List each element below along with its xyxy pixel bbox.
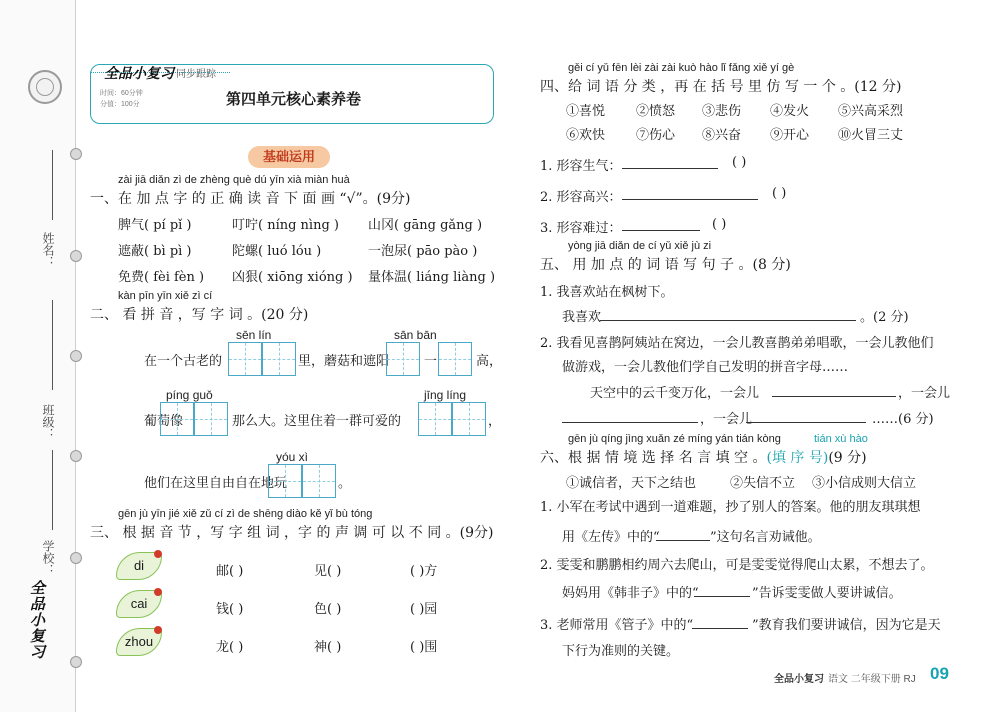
s3-cell[interactable]: ( )方 — [410, 564, 438, 579]
s5-q1-score: 。(2 分) — [860, 310, 909, 325]
word-option: ④发火 — [770, 104, 810, 119]
s5-q2-answer-line[interactable] — [746, 422, 866, 423]
s3-cell[interactable]: 邮( ) — [216, 564, 244, 579]
s6-q1-line2b: ”这句名言劝诫他。 — [710, 530, 821, 545]
s1-title: 一、在 加 点 字 的 正 确 读 音 下 面 画 “√”。(9分) — [90, 191, 411, 207]
s2-row2-a: 葡萄像 — [144, 414, 184, 429]
ladybug-icon — [154, 550, 162, 558]
word-option: ⑨开心 — [770, 128, 810, 143]
s3-title: 三、 根 据 音 节 ，写 字 组 词 ，字 的 声 调 可 以 不 同 。(9分) — [90, 525, 494, 541]
s3-cell[interactable]: ( )围 — [410, 640, 438, 655]
s6-option: ③小信成则大信立 — [812, 476, 917, 491]
writing-box[interactable] — [418, 402, 452, 436]
writing-box[interactable] — [194, 402, 228, 436]
word-option: ⑩火冒三丈 — [838, 128, 904, 143]
writing-box[interactable] — [438, 342, 472, 376]
footer-meta: 语文 二年级下册 RJ — [828, 674, 916, 685]
s1-item[interactable]: 脾气( pí pǐ ) — [118, 218, 192, 233]
s1-item[interactable]: 陀螺( luó lóu ) — [232, 244, 322, 259]
series-label: 同步跟踪 — [176, 69, 216, 80]
s5-q2-line3a: 天空中的云千变万化，一会儿 — [590, 386, 760, 401]
word-option: ①喜悦 — [566, 104, 606, 119]
s4-q1-answer-line[interactable] — [622, 168, 718, 169]
s6-q3-line1b: ”教育我们要讲诚信，因为它是天 — [752, 618, 941, 633]
s6-q2-line1: 2. 雯雯和鹏鹏相约周六去爬山，可是雯雯觉得爬山太累，不想去了。 — [540, 558, 934, 573]
s6-title-fill: (填 序 号) — [766, 450, 829, 466]
s2-row1-d: 高， — [476, 354, 503, 369]
s5-q2-line3b: ，一会儿 — [898, 386, 951, 401]
s6-q1-line1: 1. 小军在考试中遇到一道难题，抄了别人的答案。他的朋友琪琪想 — [540, 500, 921, 515]
word-option: ②愤怒 — [636, 104, 676, 119]
binding-hole-icon — [70, 656, 82, 668]
word-option: ⑤兴高采烈 — [838, 104, 904, 119]
pinyin-jingling: jīng líng — [424, 388, 467, 402]
s5-q2-answer-line[interactable] — [772, 396, 896, 397]
s6-q2-answer-line[interactable] — [694, 596, 750, 597]
s6-option: ②失信不立 — [730, 476, 796, 491]
s5-q2-line2: 做游戏，一会儿教他们学自己发明的拼音字母…… — [562, 360, 849, 375]
s4-q3-label: 3. 形容难过： — [540, 221, 622, 236]
binding-hole-icon — [70, 148, 82, 160]
side-logo: 全品小复习 — [28, 580, 45, 660]
word-option: ③悲伤 — [702, 104, 742, 119]
footer-brand: 全品小复习 — [774, 674, 824, 685]
writing-box[interactable] — [386, 342, 420, 376]
s6-title-main: 六、根 据 情 境 选 择 名 言 填 空 。 — [540, 450, 767, 466]
writing-box[interactable] — [268, 464, 302, 498]
binding-hole-icon — [70, 450, 82, 462]
brand-logo: 全品小复习 — [104, 65, 174, 81]
s2-row2-b: 那么大。这里住着一群可爱的 — [232, 414, 402, 429]
s1-item[interactable]: 山冈( gāng gǎng ) — [368, 218, 483, 233]
ladybug-icon — [154, 588, 162, 596]
s6-q3-line2: 下行为准则的关键。 — [562, 644, 680, 659]
section-badge: 基础运用 — [248, 146, 330, 168]
seal-inner-ring — [36, 78, 54, 96]
s6-q3-line1: 3. 老师常用《管子》中的“ — [540, 618, 694, 633]
s1-pinyin: zài jiā diǎn zì de zhèng què dú yīn xià miàn huà — [118, 174, 350, 186]
name-line[interactable] — [52, 150, 53, 220]
s6-pinyin-fill: tián xù hào — [814, 433, 868, 445]
s4-q3-answer-line[interactable] — [622, 230, 700, 231]
s2-row1-a: 在一个古老的 — [144, 354, 223, 369]
s5-q1-answer-line[interactable] — [600, 320, 856, 321]
s1-item[interactable]: 一泡尿( pāo pào ) — [368, 244, 478, 259]
s6-title-score: (9 分) — [828, 450, 867, 466]
writing-box[interactable] — [160, 402, 194, 436]
s2-row2-c: ， — [488, 414, 502, 429]
s6-title — [540, 447, 867, 467]
s3-cell[interactable]: 龙( ) — [216, 640, 244, 655]
s5-q1-write: 我喜欢 — [562, 310, 602, 325]
page-number: 09 — [930, 664, 949, 683]
word-option: ⑦伤心 — [636, 128, 676, 143]
s4-q2-label: 2. 形容高兴： — [540, 190, 622, 205]
s6-q3-answer-line[interactable] — [692, 628, 748, 629]
exam-time: 时间：60分钟 — [100, 90, 143, 97]
s3-cell[interactable]: 钱( ) — [216, 602, 244, 617]
word-option: ⑥欢快 — [566, 128, 606, 143]
writing-box[interactable] — [452, 402, 486, 436]
s6-q1-line2a: 用《左传》中的“ — [562, 530, 660, 545]
s5-q2-line1: 2. 我看见喜鹊阿姨站在窝边，一会儿教喜鹊弟弟唱歌，一会儿教他们 — [540, 336, 934, 351]
s2-row3-a: 他们在这里自由自在地玩 — [144, 476, 288, 491]
s2-row1-c: 一 — [424, 354, 438, 369]
s4-title: 四、给 词 语 分 类 ，再 在 括 号 里 仿 写 一 个 。(12 分) — [540, 79, 902, 95]
s5-q2-line4b: ……(6 分) — [872, 412, 934, 427]
exam-score: 分值：100分 — [100, 101, 140, 108]
s1-item[interactable]: 量体温( liáng liàng ) — [368, 270, 496, 285]
s5-q2-line4a: ，一会儿 — [700, 412, 753, 427]
writing-box[interactable] — [262, 342, 296, 376]
pinyin-youxi: yóu xì — [276, 450, 309, 464]
s5-pinyin: yòng jiā diǎn de cí yǔ xiě jù zi — [568, 240, 712, 252]
s3-cell[interactable]: 见( ) — [314, 564, 342, 579]
binding-hole-icon — [70, 250, 82, 262]
pinyin-senlin: sēn lín — [236, 328, 272, 342]
ladybug-icon — [154, 626, 162, 634]
s4-pinyin: gěi cí yǔ fēn lèi zài zài kuò hào lǐ fǎng xiě yí gè — [568, 62, 795, 74]
s5-q1: 1. 我喜欢站在枫树下。 — [540, 285, 674, 300]
s3-cell[interactable]: ( )园 — [410, 602, 438, 617]
syllable-tag: di — [116, 552, 162, 580]
s6-option: ①诚信者，天下之结也 — [566, 476, 697, 491]
paper-title: 第四单元核心素养卷 — [226, 90, 362, 108]
syllable-tag: cai — [116, 590, 162, 618]
binding-hole-icon — [70, 552, 82, 564]
s5-q2-answer-line[interactable] — [562, 422, 698, 423]
s1-item[interactable]: 免费( fèi fèn ) — [118, 270, 205, 285]
class-label: 班级： — [41, 404, 55, 440]
s1-item[interactable]: 遮蔽( bì pì ) — [118, 244, 192, 259]
s3-pinyin: gēn jù yīn jié xiě zǔ cí zì de shēng diào kě yǐ bù tóng — [118, 508, 373, 520]
writing-box[interactable] — [302, 464, 336, 498]
s6-q1-answer-line[interactable] — [656, 540, 710, 541]
class-line[interactable] — [52, 300, 53, 390]
syllable-tag: zhou — [116, 628, 162, 656]
s1-item[interactable]: 叮咛( níng nìng ) — [232, 218, 339, 233]
exam-meta — [100, 88, 143, 110]
school-label: 学校： — [41, 540, 55, 576]
s4-q1-label: 1. 形容生气： — [540, 159, 622, 174]
word-option: ⑧兴奋 — [702, 128, 742, 143]
s1-item[interactable]: 凶狠( xiōng xióng ) — [232, 270, 353, 285]
school-line[interactable] — [52, 450, 53, 530]
binding-hole-icon — [70, 350, 82, 362]
s3-cell[interactable]: 神( ) — [314, 640, 342, 655]
pinyin-pingguo: píng guǒ — [166, 388, 213, 402]
s6-q2-line2a: 妈妈用《韩非子》中的“ — [562, 586, 699, 601]
s6-pinyin: gēn jù qíng jìng xuǎn zé míng yán tián kòng — [568, 433, 781, 445]
s2-pinyin: kàn pīn yīn xiě zì cí — [118, 290, 213, 302]
s5-title: 五、 用 加 点 的 词 语 写 句 子 。(8 分) — [540, 257, 791, 273]
s4-q3-paren[interactable]: ( ) — [712, 217, 727, 232]
s3-cell[interactable]: 色( ) — [314, 602, 342, 617]
pinyin-sanban: sān bān — [394, 328, 437, 342]
s2-title: 二、 看 拼 音 ，写 字 词 。(20 分) — [90, 307, 309, 323]
writing-box[interactable] — [228, 342, 262, 376]
s4-q2-answer-line[interactable] — [622, 199, 758, 200]
s2-row3-b: 。 — [338, 476, 352, 491]
name-label: 姓名： — [41, 232, 55, 268]
s6-q2-line2b: ”告诉雯雯做人要讲诚信。 — [752, 586, 902, 601]
s4-q1-paren[interactable]: ( ) — [732, 155, 747, 170]
s2-row1-b: 里，蘑菇和遮阳 — [298, 354, 390, 369]
s4-q2-paren[interactable]: ( ) — [772, 186, 787, 201]
